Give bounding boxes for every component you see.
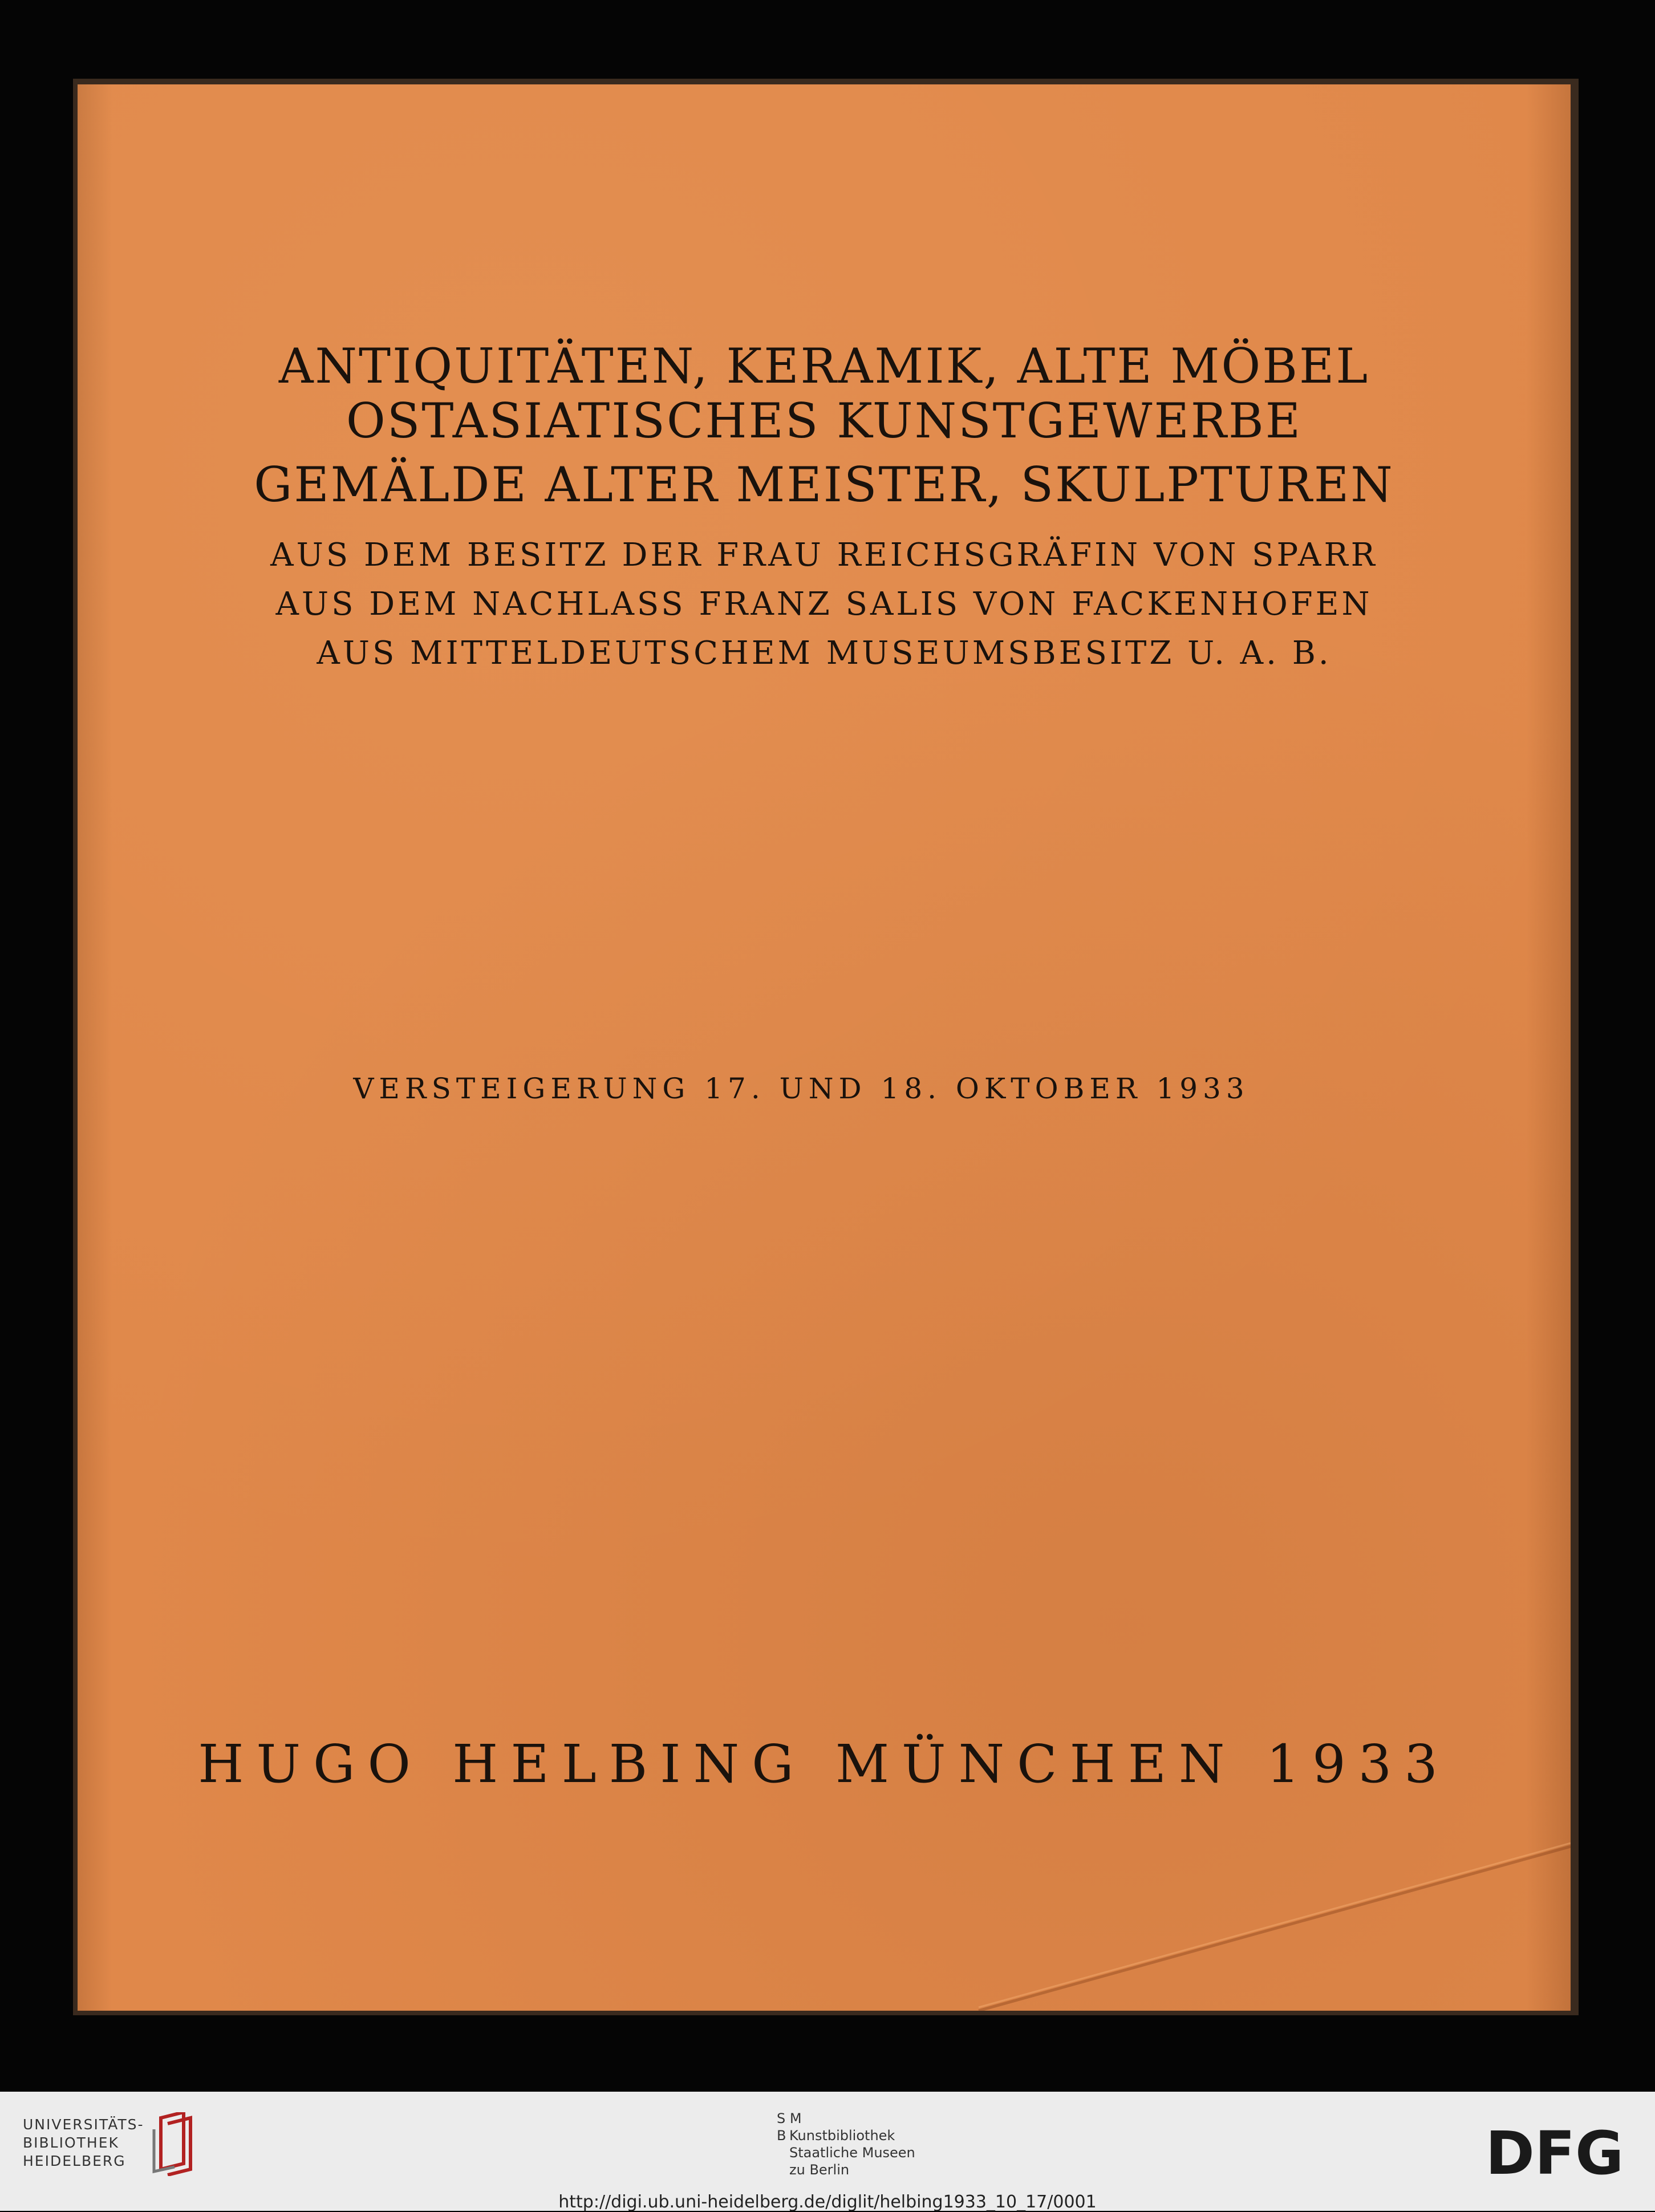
- library-name-line-2: BIBLIOTHEK: [23, 2134, 119, 2151]
- smb-letters-bottom: B: [777, 2128, 786, 2144]
- dfg-logo-text: DFG: [1485, 2126, 1624, 2181]
- library-name-line-1: UNIVERSITÄTS-: [23, 2116, 144, 2133]
- title-line-2: OSTASIATISCHES KUNSTGEWERBE: [346, 393, 1303, 449]
- provenance-line-1: AUS DEM BESITZ DER FRAU REICHSGRÄFIN VON SPARR: [270, 537, 1378, 574]
- smb-line-3: zu Berlin: [789, 2162, 850, 2178]
- heidelberg-library-mark-icon: [149, 2112, 201, 2176]
- viewer-footer: [0, 2092, 1655, 2211]
- dfg-logo: [1475, 2126, 1634, 2181]
- permalink-url[interactable]: http://digi.ub.uni-heidelberg.de/diglit/helbing1933_10_17/0001: [558, 2192, 1097, 2212]
- auction-date: VERSTEIGERUNG 17. UND 18. OKTOBER 1933: [353, 1072, 1250, 1105]
- library-name-line-3: HEIDELBERG: [23, 2153, 126, 2169]
- smb-line-1: Kunstbibliothek: [789, 2128, 895, 2144]
- catalogue-cover: [78, 84, 1571, 2011]
- title-line-1: ANTIQUITÄTEN, KERAMIK, ALTE MÖBEL: [278, 338, 1370, 394]
- publisher-line: HUGO HELBING MÜNCHEN 1933: [198, 1734, 1450, 1795]
- title-line-3: GEMÄLDE ALTER MEISTER, SKULPTUREN: [254, 457, 1394, 513]
- library-name: [23, 2116, 144, 2170]
- smb-letters-top: S M: [777, 2110, 802, 2126]
- provenance-line-3: AUS MITTELDEUTSCHEM MUSEUMSBESITZ U. A. B.: [317, 635, 1332, 672]
- provenance-line-2: AUS DEM NACHLASS FRANZ SALIS VON FACKENHOFEN: [275, 586, 1373, 623]
- smb-line-2: Staatliche Museen: [789, 2145, 915, 2161]
